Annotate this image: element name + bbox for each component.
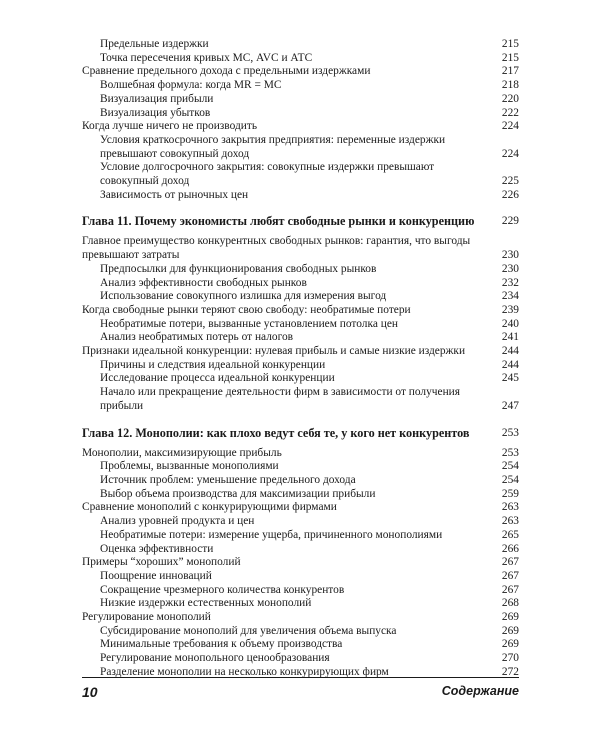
toc-entry-title: Сокращение чрезмерного количества конкурентов [100, 583, 345, 596]
toc-subsection-entry [82, 277, 519, 291]
toc-entry-title: Анализ эффективности свободных рынков [100, 276, 307, 289]
toc-entry-title: Сравнение монополий с конкурирующими фирмами [82, 501, 337, 514]
toc-entry-page: 224 [501, 147, 519, 160]
toc-subsection-entry [82, 597, 519, 611]
toc-section-entry [82, 235, 519, 262]
toc-entry-page: 269 [501, 624, 519, 637]
toc-entry-title: Регулирование монопольного ценообразования [100, 652, 330, 665]
toc-entry-title: Анализ необратимых потерь от налогов [100, 331, 294, 344]
toc-entry-page: 263 [501, 515, 519, 528]
toc-entry-title: Проблемы, вызванные монополиями [100, 460, 279, 473]
toc-entry-page: 234 [501, 290, 519, 303]
toc-entry-title: Необратимые потери, вызванные установлением потолка цен [100, 317, 398, 330]
toc-entry-title: Регулирование монополий [82, 611, 211, 624]
toc-entry-title: Источник проблем: уменьшение предельного дохода [100, 473, 356, 486]
toc-entry-page: 253 [501, 446, 519, 459]
running-head: Содержание [441, 684, 519, 698]
toc-entry-title: Визуализация убытков [100, 106, 211, 119]
toc-subsection-entry [82, 474, 519, 488]
toc-entry-title: Разделение монополии на несколько конкурирующих фирм [100, 665, 389, 678]
toc-section-entry [82, 304, 519, 318]
toc-entry-page: 215 [501, 38, 519, 50]
toc-entry-page: 254 [501, 460, 519, 473]
toc-entry-page: 222 [501, 106, 519, 119]
toc-entry-page: 247 [501, 399, 519, 412]
toc-entry-title: Признаки идеальной конкуренции: нулевая прибыль и самые низкие издержки [82, 345, 466, 358]
toc-entry-page: 217 [501, 65, 519, 78]
page-number: 10 [82, 684, 98, 700]
toc-section-entry [82, 501, 519, 515]
toc-entry-title: Исследование процесса идеальной конкуренции [100, 372, 335, 385]
toc-section-entry [82, 120, 519, 134]
toc-entry-page: 229 [501, 215, 519, 228]
toc-entry-title: Начало или прекращение деятельности фирм в зависимости от получения прибыли [100, 386, 461, 412]
toc-entry-page: 270 [501, 652, 519, 665]
toc-entry-title: Низкие издержки естественных монополий [100, 597, 312, 610]
toc-subsection-entry [82, 543, 519, 557]
toc-entry-page: 263 [501, 501, 519, 514]
toc-subsection-entry [82, 638, 519, 652]
toc-entry-title: Волшебная формула: когда MR = МС [100, 79, 282, 92]
toc-entry-page: 265 [501, 528, 519, 541]
toc-subsection-entry [82, 38, 519, 52]
toc-entry-page: 254 [501, 473, 519, 486]
toc-chapter-heading [82, 214, 519, 229]
toc-entry-page: 232 [501, 276, 519, 289]
toc-subsection-entry [82, 331, 519, 345]
toc-entry-title: Использование совокупного излишка для измерения выгод [100, 290, 387, 303]
toc-subsection-entry [82, 625, 519, 639]
toc-entry-page: 272 [501, 665, 519, 678]
toc-entry-title: Когда свободные рынки теряют свою свободу: необратимые потери [82, 303, 411, 316]
toc-section-entry [82, 447, 519, 461]
toc-subsection-entry [82, 386, 519, 413]
toc-entry-title: Когда лучше ничего не производить [82, 120, 258, 133]
toc-entry-page: 259 [501, 487, 519, 500]
toc-subsection-entry [82, 52, 519, 66]
toc-subsection-entry [82, 107, 519, 121]
toc-entry-title: Необратимые потери: измерение ущерба, причиненного монополиями [100, 528, 443, 541]
toc-subsection-entry [82, 372, 519, 386]
toc-entry-page: 224 [501, 120, 519, 133]
toc-entry-page: 267 [501, 569, 519, 582]
toc-entry-title: Минимальные требования к объему производства [100, 638, 343, 651]
toc-chapter-heading [82, 426, 519, 441]
toc-entry-page: 230 [501, 249, 519, 262]
toc-section-entry [82, 65, 519, 79]
toc-entry-title: Зависимость от рыночных цен [100, 188, 249, 201]
toc-entry-page: 244 [501, 358, 519, 371]
toc-subsection-entry [82, 515, 519, 529]
toc-entry-title: Точка пересечения кривых МС, AVC и АТС [100, 51, 313, 64]
toc-subsection-entry [82, 584, 519, 598]
toc-subsection-entry [82, 161, 519, 188]
toc-entry-page: 245 [501, 372, 519, 385]
toc-entry-page: 269 [501, 611, 519, 624]
toc-subsection-entry [82, 290, 519, 304]
toc-entry-page: 220 [501, 92, 519, 105]
toc-subsection-entry [82, 263, 519, 277]
toc-entry-page: 269 [501, 638, 519, 651]
toc-entry-page: 266 [501, 542, 519, 555]
toc-entry-title: Глава 12. Монополии: как плохо ведут себя те, у кого нет конкурентов [82, 425, 470, 440]
toc-subsection-entry [82, 529, 519, 543]
toc-entry-title: Главное преимущество конкурентных свободных рынков: гарантия, что выгоды превышают затраты [82, 235, 471, 262]
toc-entry-title: Оценка эффективности [100, 542, 214, 555]
toc-entry-page: 218 [501, 79, 519, 92]
toc-entry-page: 267 [501, 583, 519, 596]
toc-entry-title: Примеры “хороших” монополий [82, 556, 241, 569]
toc-subsection-entry [82, 359, 519, 373]
toc-entry-page: 267 [501, 556, 519, 569]
toc-subsection-entry [82, 134, 519, 161]
toc-entry-page: 239 [501, 303, 519, 316]
toc-entry-title: Условия краткосрочного закрытия предприятия: переменные издержки превышают совокупный доход [100, 133, 446, 160]
toc-section-entry [82, 611, 519, 625]
toc-entry-title: Причины и следствия идеальной конкуренции [100, 358, 326, 371]
toc-entry-page: 230 [501, 262, 519, 275]
toc-entry-title: Сравнение предельного дохода с предельными издержками [82, 65, 371, 78]
toc-entry-page: 225 [501, 175, 519, 188]
toc-subsection-entry [82, 460, 519, 474]
toc-entry-title: Глава 11. Почему экономисты любят свободные рынки и конкуренцию [82, 214, 475, 229]
toc-subsection-entry [82, 488, 519, 502]
toc-subsection-entry [82, 570, 519, 584]
toc-entry-title: Субсидирование монополий для увеличения объема выпуска [100, 624, 397, 637]
toc-entry-page: 268 [501, 597, 519, 610]
toc-entry-title: Анализ уровней продукта и цен [100, 515, 255, 528]
toc-section-entry [82, 556, 519, 570]
toc-entry-title: Монополии, максимизирующие прибыль [82, 446, 282, 459]
toc-subsection-entry [82, 652, 519, 666]
table-of-contents [82, 38, 519, 680]
toc-subsection-entry [82, 318, 519, 332]
toc-subsection-entry [82, 79, 519, 93]
toc-entry-title: Предельные издержки [100, 38, 209, 50]
toc-entry-title: Визуализация прибыли [100, 92, 214, 105]
toc-entry-title: Выбор объема производства для максимизации прибыли [100, 487, 376, 500]
toc-entry-page: 241 [501, 331, 519, 344]
footer-rule [82, 677, 519, 678]
toc-section-entry [82, 345, 519, 359]
toc-entry-title: Предпосылки для функционирования свободных рынков [100, 262, 377, 275]
page-footer [82, 677, 519, 706]
toc-entry-page: 244 [501, 345, 519, 358]
toc-subsection-entry [82, 189, 519, 203]
toc-entry-page: 240 [501, 317, 519, 330]
toc-entry-page: 226 [501, 188, 519, 201]
toc-entry-title: Условие долгосрочного закрытия: совокупные издержки превышают совокупный доход [100, 161, 435, 188]
toc-subsection-entry [82, 93, 519, 107]
toc-entry-title: Поощрение инноваций [100, 569, 212, 582]
toc-entry-page: 215 [501, 51, 519, 64]
toc-entry-page: 253 [501, 426, 519, 439]
